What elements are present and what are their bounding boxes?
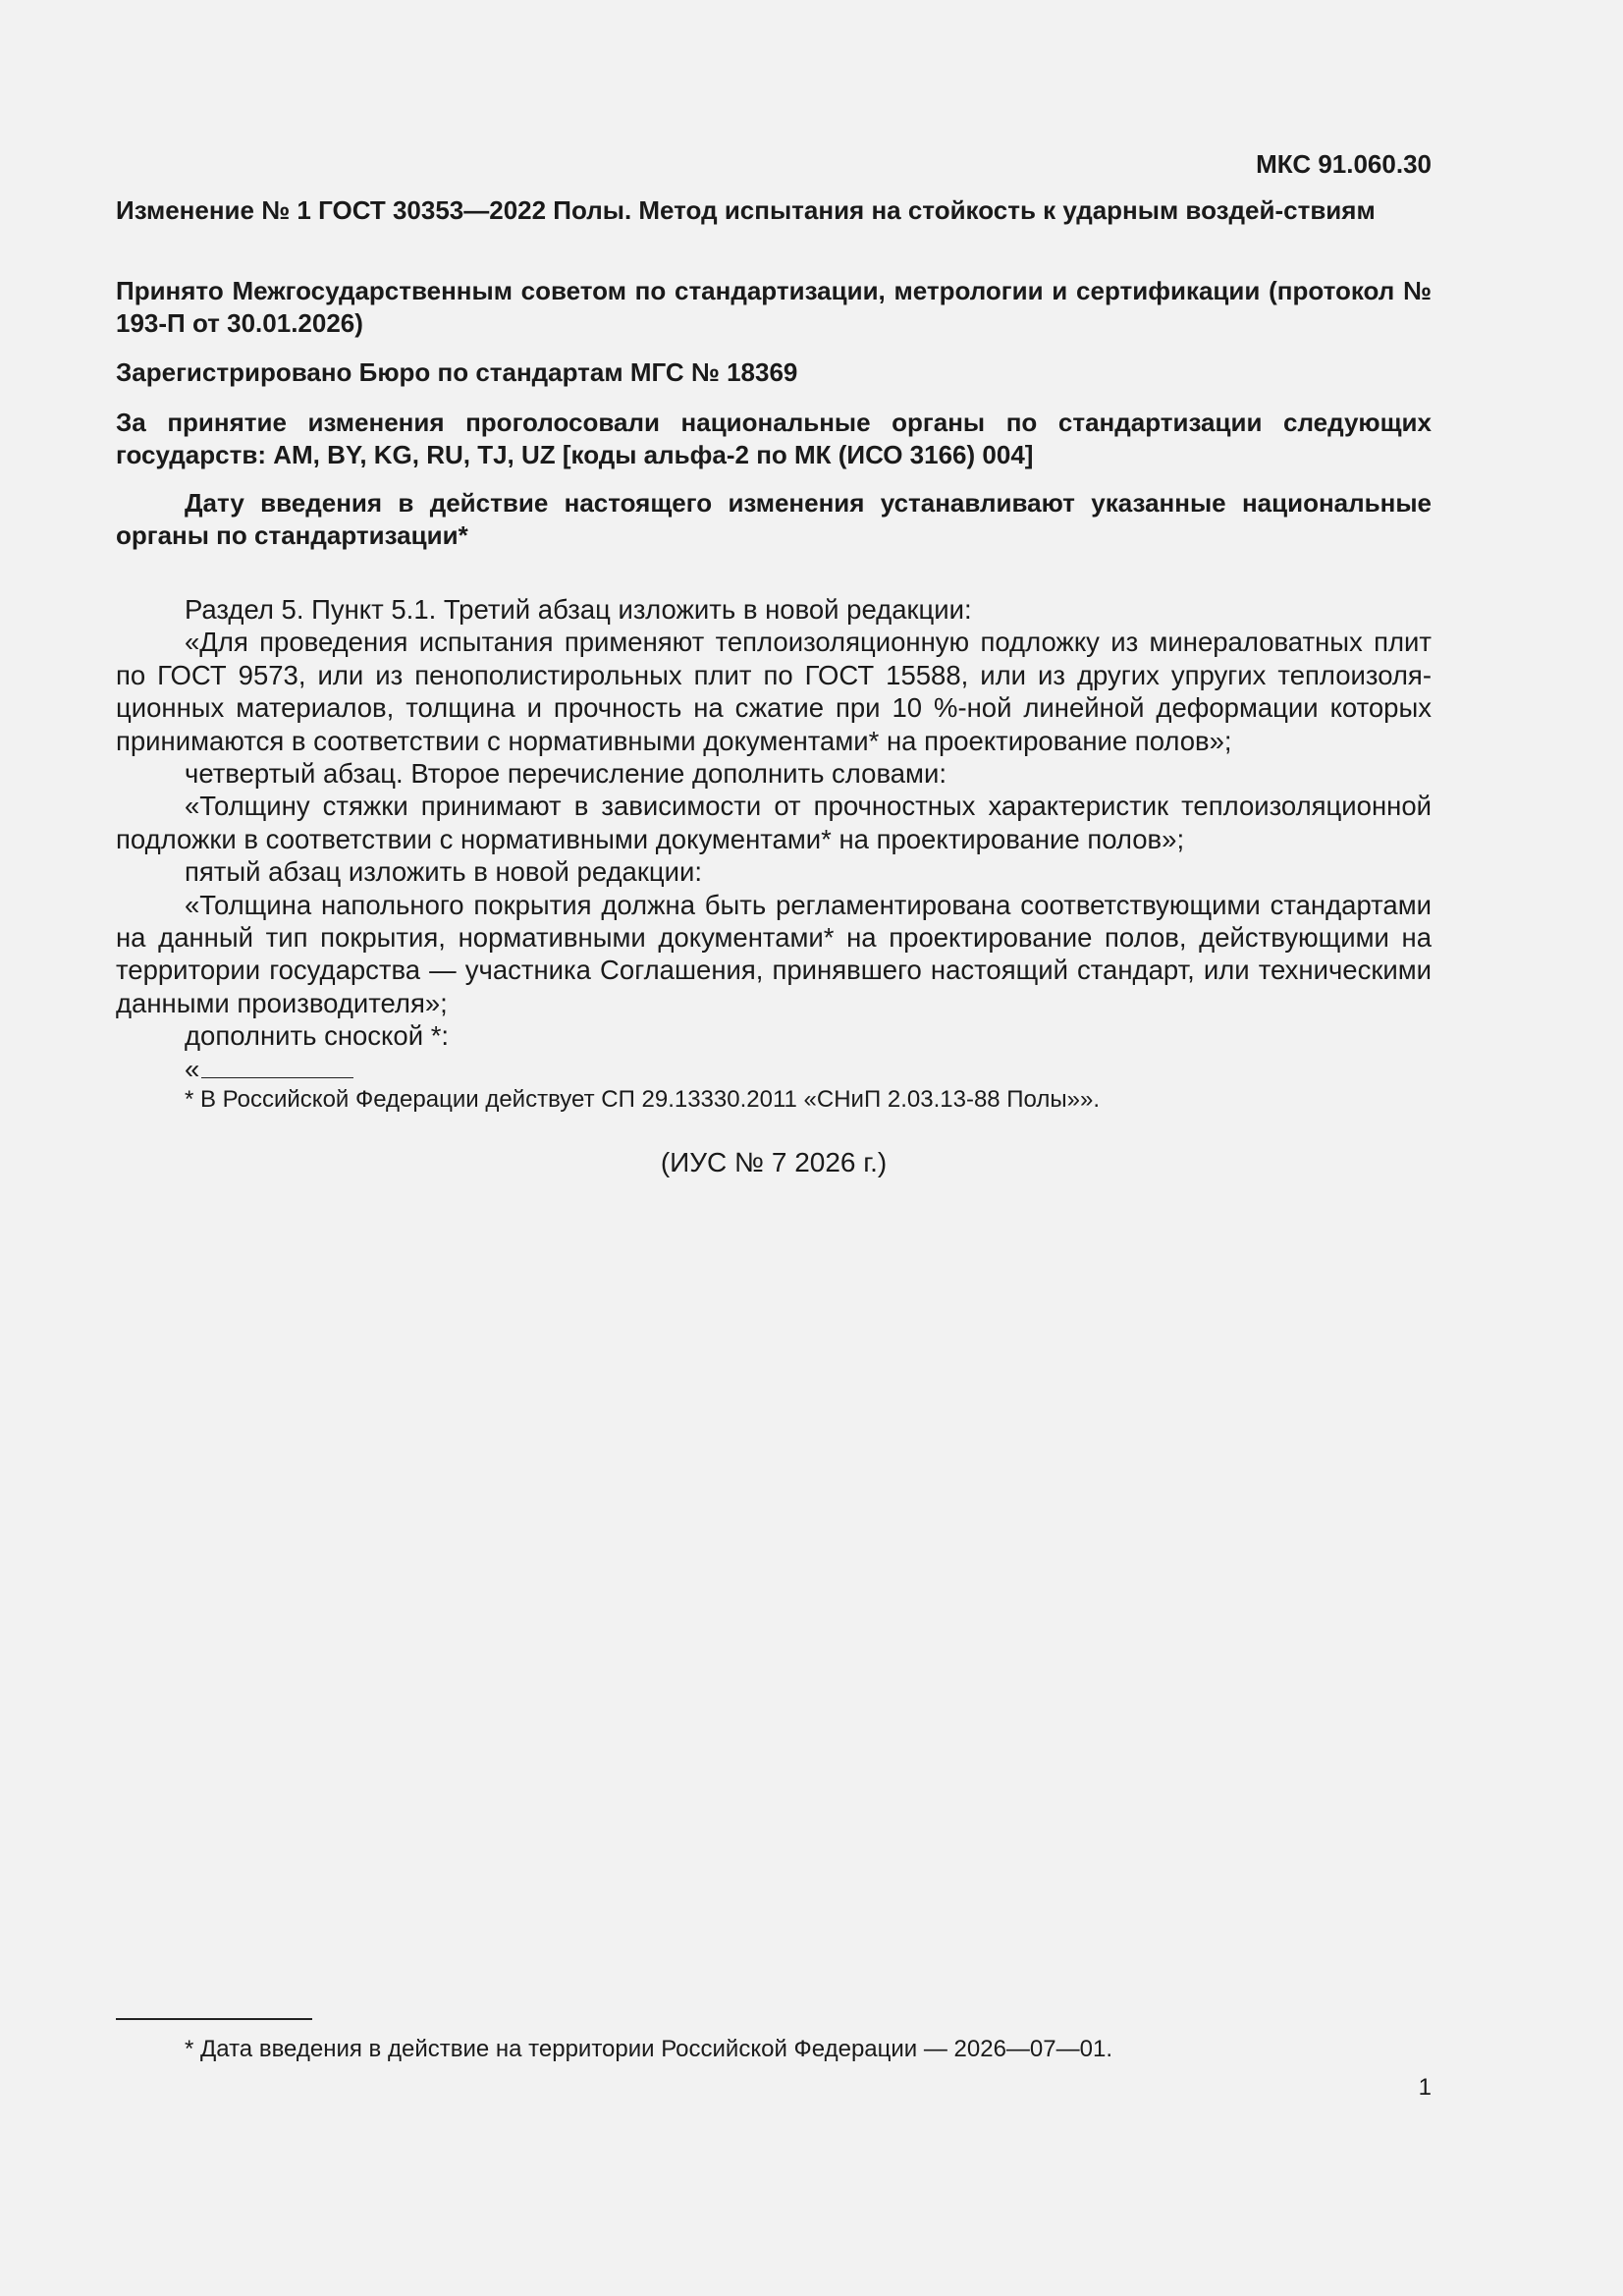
document-page (116, 0, 1432, 2296)
adopted-by: Принято Межгосударственным советом по стандартизации, метрологии и сертификации (протокол № 193-П от 30.01.2026) (116, 276, 1432, 338)
effective-date-note: Дату введения в действие настоящего изменения устанавливают указанные национальные органы по стандартизации* (116, 488, 1432, 550)
body-paragraph: Раздел 5. Пункт 5.1. Третий абзац изложить в новой редакции: (185, 594, 972, 625)
page-number: 1 (1418, 2074, 1432, 2101)
amendment-title: Изменение № 1 ГОСТ 30353—2022 Полы. Метод испытания на стойкость к ударным воздей-ствиям (116, 195, 1376, 225)
footnote-separator (201, 1054, 353, 1078)
ius-reference: (ИУС № 7 2026 г.) (660, 1147, 888, 1177)
body-paragraph: дополнить сноской *: (185, 1020, 450, 1052)
body-paragraph: «Толщина напольного покрытия должна быть регламентирована соответствующими стандартами на данный тип покрытия, нормативными документами* на проектирование полов, действующими на территории государства — участника Соглашения, принявшего настоящий стандарт, или техническими данными производителя»; (116, 889, 1432, 1018)
page-footnote: * Дата введения в действие на территории Российской Федерации — 2026—07—01. (185, 2036, 1112, 2062)
mks-code: МКС 91.060.30 (1256, 149, 1432, 179)
amendment-body (116, 593, 1432, 1115)
body-paragraph: «Для проведения испытания применяют теплоизоляционную подложку из минераловатных плит по ГОСТ 9573, или из пенополистирольных плит по ГОСТ 15588, или из других упругих теплоизоля-ционных материалов, толщина и прочность на сжатие при 10 %-ной линейной деформации которых принимаются в соответствии с нормативными документами* на проектирование полов»; (116, 627, 1432, 756)
footnote-rule (116, 2018, 312, 2020)
footnote-quote-line (116, 1053, 1432, 1085)
quote-mark: « (185, 1053, 200, 1084)
registered: Зарегистрировано Бюро по стандартам МГС № 18369 (116, 357, 798, 387)
body-paragraph: четвертый абзац. Второе перечисление дополнить словами: (185, 758, 947, 790)
body-paragraph: «Толщину стяжки принимают в зависимости от прочностных характеристик теплоизоляционной подложки в соответствии с нормативными документами* на проектирование полов»; (116, 791, 1432, 854)
body-paragraph: пятый абзац изложить в новой редакции: (185, 856, 702, 888)
inserted-footnote: * В Российской Федерации действует СП 29.13330.2011 «СНиП 2.03.13-88 Полы»». (185, 1086, 1100, 1114)
voted-by: За принятие изменения проголосовали национальные органы по стандартизации следующих государств: AM, BY, KG, RU, TJ, UZ [коды альфа-2 по МК (ИСО 3166) 004] (116, 408, 1432, 469)
